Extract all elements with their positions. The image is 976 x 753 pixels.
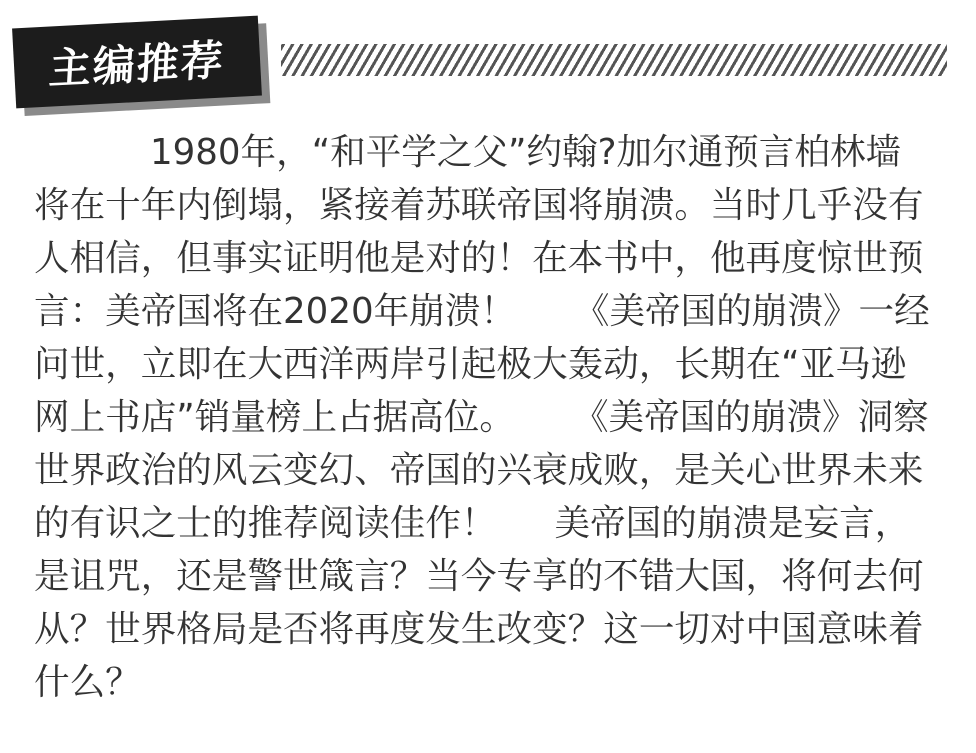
decorative-hatch-bar — [281, 44, 947, 76]
badge-face — [12, 16, 262, 109]
paragraph-2: 《美帝国的崩溃》一经问世，立即在大西洋两岸引起极大轰动，长期在“亚马逊网上书店”销量榜上占据高位。 — [34, 291, 930, 438]
paragraph-1: 1980年，“和平学之父”约翰?加尔通预言柏林墙将在十年内倒塌，紧接着苏联帝国将崩溃。当时几乎没有人相信，但事实证明他是对的！在本书中，他再度惊世预言：美帝国将在2020年崩溃！ — [34, 132, 924, 332]
section-title: 主编推荐 — [47, 35, 227, 94]
section-header — [0, 0, 976, 130]
article-body — [34, 126, 934, 709]
paragraph-4: 美帝国的崩溃是妄言，是诅咒，还是警世箴言？当今专享的不错大国，将何去何从？世界格局是否将再度发生改变？这一切对中国意味着什么？ — [34, 503, 924, 703]
paragraph-3: 《美帝国的崩溃》洞察世界政治的风云变幻、帝国的兴衰成败，是关心世界未来的有识之士的推荐阅读佳作！ — [34, 397, 929, 544]
title-badge — [12, 16, 262, 109]
